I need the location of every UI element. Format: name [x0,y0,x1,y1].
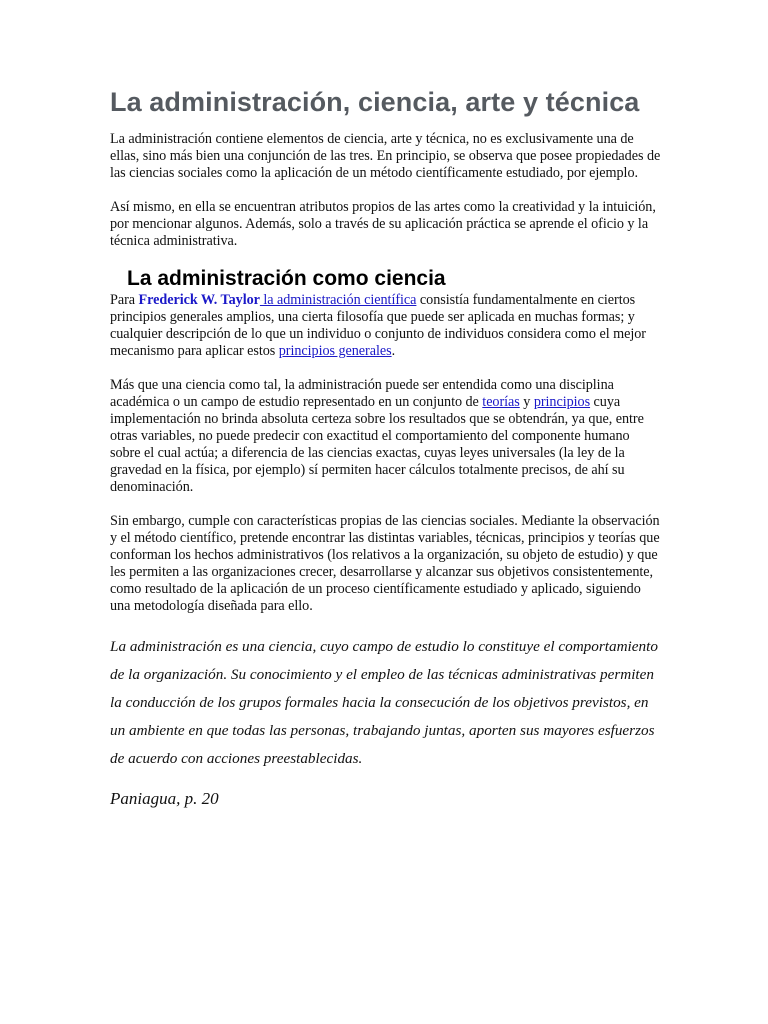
text-span: . [391,343,396,359]
section-paragraph-1 [110,292,662,360]
section-paragraph-2 [110,377,662,496]
text-span: consistía fundamentalmente en ciertos principios generales amplios, una cierta filosofía que puede ser aplicada en muchas formas; y cualquier descripción de lo que un individuo o conjunto de individuos considera como el mejor mecanismo para aplicar estos [110,292,646,359]
quote-citation: Paniagua, p. 20 [110,789,219,808]
text-span: Más que una ciencia como tal, la administración puede ser entendida como una disciplina académica o un campo de estudio representado en un conjunto de [110,377,614,410]
taylor-link[interactable]: Frederick W. Taylor [138,292,260,308]
principios-link[interactable]: principios [533,394,591,410]
principios-generales-link[interactable]: principios generales [278,343,392,359]
text-span: Para [110,292,139,308]
text-span: cuya implementación no brinda absoluta certeza sobre los resultados que se obtendrán, ya que, entre otras variables, no puede predecir con exactitud el comportamiento del componente humano sobre el cual actúa; a diferencia de las ciencias exactas, cuyas leyes universales (la ley de la gravedad en la física, por ejemplo) sí permiten hacer cálculos totalmente precisos, de ahí su denominación. [110,394,644,495]
intro-paragraph-1: La administración contiene elementos de ciencia, arte y técnica, no es exclusivamente una de ellas, sino más bien una conjunción de las tres. En principio, se observa que posee propiedades de las ciencias sociales como la aplicación de un método científicamente estudiado, por ejemplo. [110,131,661,181]
text-span: y [519,394,534,410]
intro-paragraph-2: Así mismo, en ella se encuentran atributos propios de las artes como la creatividad y la intuición, por mencionar algunos. Además, solo a través de su aplicación práctica se aprende el oficio y la técnica administrativa. [110,199,656,249]
quote-block: La administración es una ciencia, cuyo campo de estudio lo constituye el comportamiento de la organización. Su conocimiento y el empleo de las técnicas administrativas permiten la conducción de los grupos formales hacia la consecución de los objetivos previstos, en un ambiente en que todas las personas, trabajando juntas, aporten sus mayores esfuerzos de acuerdo con acciones preestablecidas. [110,638,658,767]
teorias-link[interactable]: teorías [482,394,520,410]
section-heading: La administración como ciencia [127,267,446,290]
document-page [110,86,662,809]
page-title: La administración, ciencia, arte y técnica [110,87,640,117]
section-paragraph-3: Sin embargo, cumple con características propias de las ciencias sociales. Mediante la observación y el método científico, pretende encontrar las distintas variables, técnicas, principios y teorías que conforman los hechos administrativos (los relativos a la organización, su objeto de estudio) y que les permiten a las organizaciones crecer, desarrollarse y alcanzar sus objetivos consistentemente, como resultado de la aplicación de un proceso científicamente estudiado y aplicado, siguiendo una metodología diseñada para ello. [110,513,660,614]
administracion-cientifica-link[interactable]: la administración científica [259,292,417,308]
